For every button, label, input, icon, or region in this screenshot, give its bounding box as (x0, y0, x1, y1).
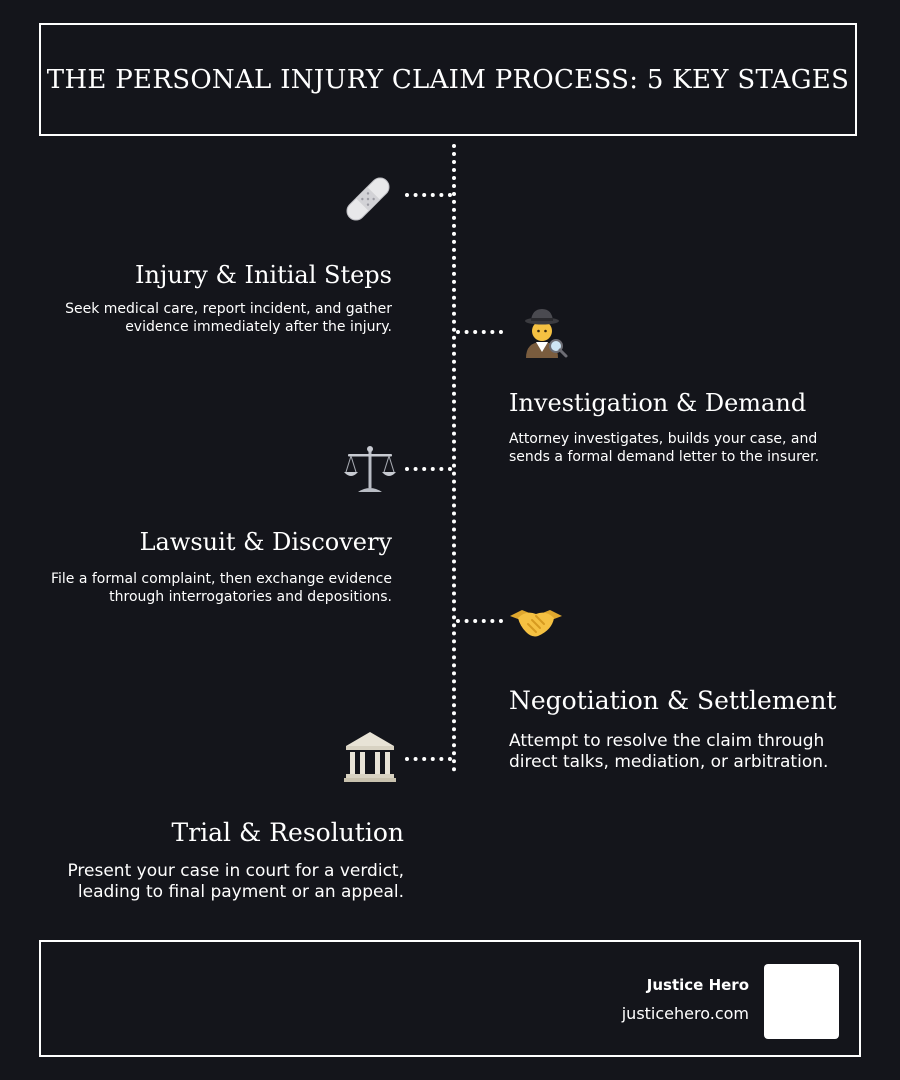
stage-4-desc-line-2: direct talks, mediation, or arbitration. (509, 752, 829, 773)
stage-3-description (51, 571, 392, 606)
stage-1-description (65, 301, 392, 336)
handshake-icon (508, 594, 564, 650)
footer-banner (39, 940, 861, 1057)
stage-2-desc-line-2: sends a formal demand letter to the insurer. (509, 448, 820, 465)
stage-1-desc-line-1: Seek medical care, report incident, and gather (65, 301, 392, 317)
connector-stage-3 (405, 467, 452, 471)
balance-scale-icon (342, 442, 398, 498)
brand-url[interactable]: justicehero.com (621, 1004, 749, 1023)
stage-2-desc-line-1: Attorney investigates, builds your case, and (509, 431, 818, 447)
stage-2-title: Investigation & Demand (509, 389, 807, 417)
connector-stage-2 (456, 330, 503, 334)
page-title: THE PERSONAL INJURY CLAIM PROCESS: 5 KEY STAGES (46, 64, 850, 95)
stage-1-desc-line-2: evidence immediately after the injury. (125, 318, 392, 335)
stage-5-title: Trial & Resolution (171, 818, 404, 847)
stage-1-title: Injury & Initial Steps (134, 261, 392, 289)
brand-name: Justice Hero (646, 976, 749, 994)
title-banner (39, 23, 857, 136)
detective-icon (514, 304, 570, 360)
stage-5-description (67, 861, 404, 904)
stage-3-desc-line-1: File a formal complaint, then exchange evidence (50, 571, 392, 587)
connector-stage-4 (456, 619, 503, 623)
timeline-spine (452, 144, 456, 772)
stage-5-desc-line-1: Present your case in court for a verdict, (67, 861, 404, 881)
connector-stage-1 (405, 193, 452, 197)
stage-4-desc-line-1: Attempt to resolve the claim through (509, 731, 825, 751)
brand-logo (764, 964, 839, 1039)
courthouse-icon (342, 728, 398, 784)
stage-3-title: Lawsuit & Discovery (139, 528, 392, 556)
stage-4-description (509, 731, 828, 774)
connector-stage-5 (405, 757, 452, 761)
stage-2-description (509, 431, 819, 466)
stage-3-desc-line-2: through interrogatories and depositions. (109, 588, 392, 605)
stage-5-desc-line-2: leading to final payment or an appeal. (77, 882, 404, 903)
stage-4-title: Negotiation & Settlement (509, 686, 837, 715)
adhesive-bandage-icon (340, 171, 396, 227)
